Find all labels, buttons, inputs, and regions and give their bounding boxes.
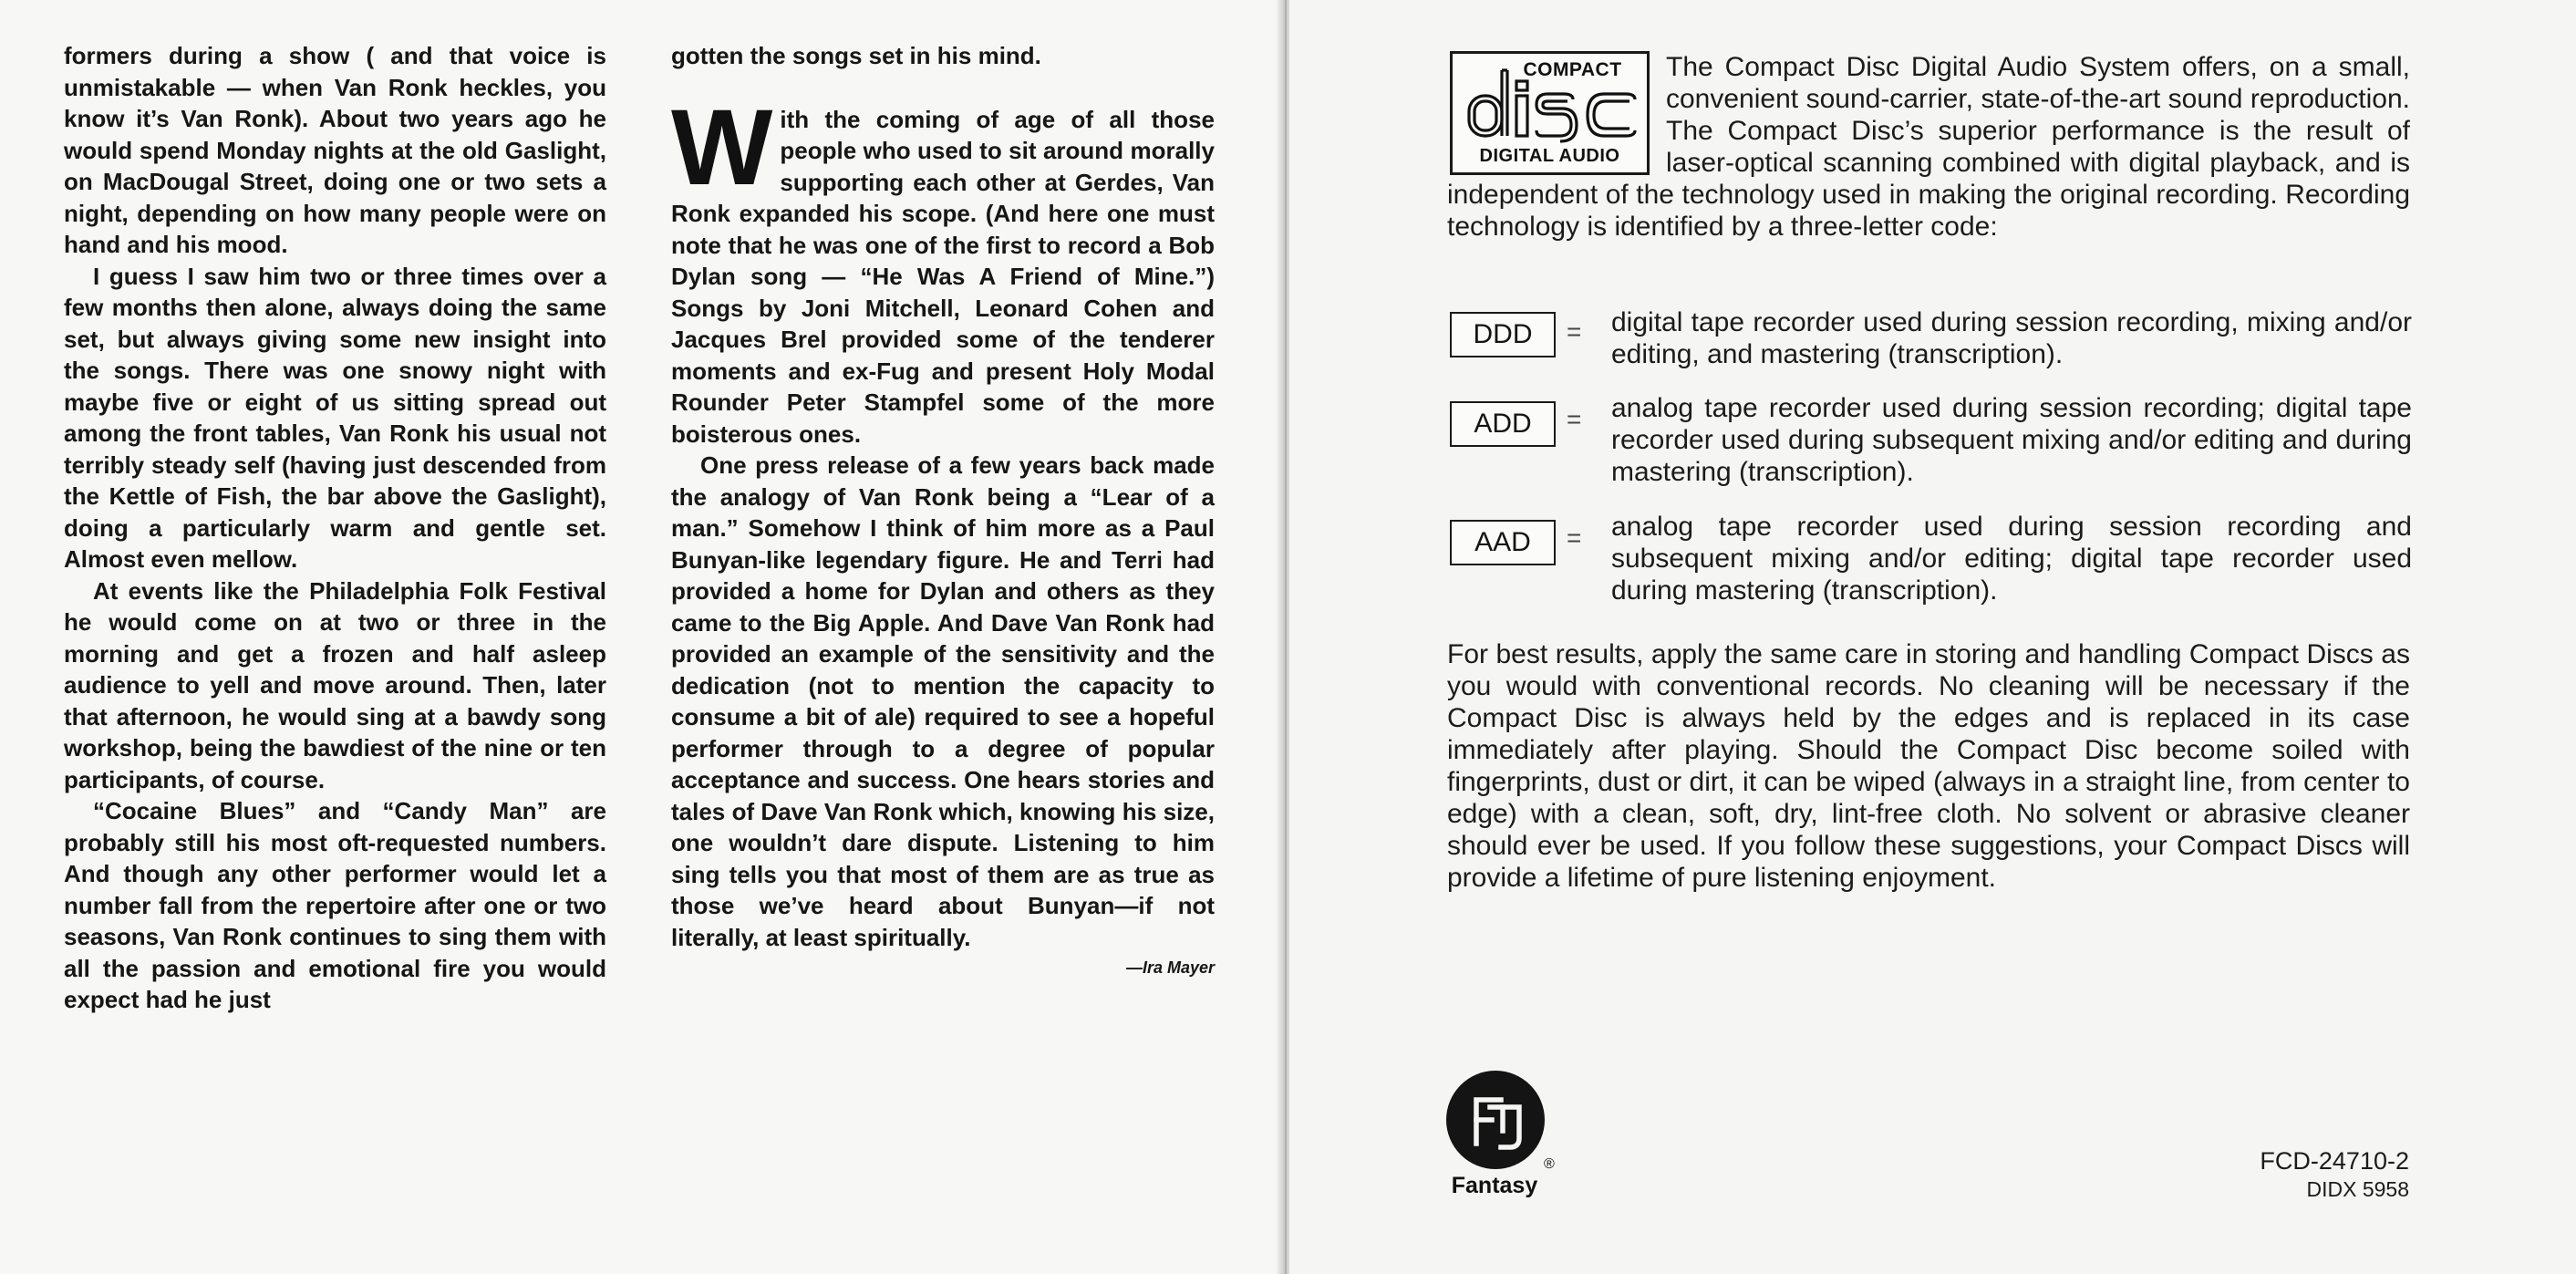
- paragraph: I guess I saw him two or three times over a few months then alone, always doing the same set, but always giving some new insight into the songs. There was one snowy night with maybe five or eight of us sitting spread out among the front tables, Van Ronk his usual not terribly steady self (having just descended from the Kettle of Fish, the bar above the Gaslight), doing a particularly warm and gentle set. Almost even mellow.: [64, 262, 606, 573]
- logo-bottom-text: DIGITAL AUDIO: [1479, 146, 1620, 166]
- compact-disc-logo: [1450, 51, 1650, 175]
- liner-notes-column-2: [671, 40, 1215, 979]
- intro-text: The Compact Disc Digital Audio System offers, on a small, convenient sound-carrier, state-of-the-art sound reproduction. The Compact Disc’s superior performance is the result of laser-optical scanning combined with digital playback, and is independent of the technology used in making the original recording. Recording technology is identified by a three-letter code:: [1447, 52, 2410, 242]
- didx-number: DIDX 5958: [2306, 1177, 2409, 1201]
- left-page: [0, 0, 1287, 1274]
- dropcap-paragraph: [671, 87, 1215, 451]
- paragraph-text: ith the coming of age of all those people who used to sit around morally supporting each other at Gerdes, Van Ronk expanded his scope. (And here one must note that he was one of the first to record a Bob Dylan song — “He Was A Friend of Mine.”) Songs by Joni Mitchell, Leonard Cohen and Jacques Brel provided some of the tenderer moments and ex-Fug and present Holy Modal Rounder Peter Stampfel some of the more boisterous ones.: [671, 105, 1215, 448]
- code-description: analog tape recorder used during session recording; digital tape recorder used during subsequent mixing and/or editing and during mastering (transcription).: [1611, 393, 2412, 487]
- fantasy-records-logo: [1443, 1071, 1553, 1198]
- author-signature: —Ira Mayer: [1125, 958, 1215, 977]
- paragraph: At events like the Philadelphia Folk Festival he would come on at two or three in the morning and get a frozen and half asleep audience to yell and move around. Then, later that afternoon, he would sing at a bawdy song workshop, being the bawdiest of the nine or ten participants, of course.: [64, 576, 606, 793]
- label-name: Fantasy: [1451, 1173, 1538, 1198]
- paragraph: “Cocaine Blues” and “Candy Man” are probably still his most oft-requested numbers. And though any other performer would let a number fall from the repertoire after one or two seasons, Van Ronk continues to sing them with all the passion and emotional fire you would expect had he just: [64, 797, 606, 1013]
- registered-mark: ®: [1544, 1156, 1555, 1172]
- code-box: DDD: [1450, 312, 1556, 357]
- catalog-number: FCD-24710-2: [2260, 1147, 2409, 1175]
- equals-sign: =: [1567, 317, 1582, 346]
- liner-notes-column-1: [64, 40, 606, 1016]
- paragraph: formers during a show ( and that voice is unmistakable — when Van Ronk heckles, you know it’s Van Ronk). About two years ago he would spend Monday nights at the old Gaslight, on MacDougal Street, doing one or two sets a night, depending on how many people were on hand and his mood.: [64, 42, 606, 258]
- paragraph: gotten the songs set in his mind.: [671, 42, 1041, 69]
- code-box: ADD: [1450, 401, 1556, 447]
- code-box: AAD: [1450, 520, 1556, 565]
- code-description: digital tape recorder used during session recording, mixing and/or editing, and mastering (transcription).: [1611, 307, 2412, 369]
- catalog-numbers: [2260, 1147, 2409, 1204]
- logo-top-text: COMPACT: [1523, 59, 1622, 80]
- disc-wordmark-icon: [1465, 61, 1640, 143]
- drop-cap: W: [671, 87, 773, 208]
- paragraph: One press release of a few years back made the analogy of Van Ronk being a “Lear of a man.” Somehow I think of him more as a Paul Bunyan-like legendary figure. He and Terri had provided a home for Dylan and others as they came to the Big Apple. And Dave Van Ronk had provided an example of the sensitivity and the dedication (not to mention the capacity to consume a bit of ale) required to see a hopeful performer through to a degree of popular acceptance and success. One hears stories and tales of Dave Van Ronk which, knowing his size, one wouldn’t dare dispute. Listening to him sing tells you that most of them are as true as those we’ve heard about Bunyan—if not literally, at least spiritually.: [671, 451, 1215, 951]
- equals-sign: =: [1567, 405, 1582, 433]
- equals-sign: =: [1567, 523, 1582, 552]
- care-instructions: For best results, apply the same care in storing and handling Compact Discs as you would with conventional records. No cleaning will be necessary if the Compact Disc is always held by the edges and is replaced in its case immediately after playing. Should the Compact Disc become soiled with fingerprints, dust or dirt, it can be wiped (always in a straight line, from center to edge) with a clean, soft, dry, lint-free cloth. No solvent or abrasive cleaner should ever be used. If you follow these suggestions, your Compact Discs will provide a lifetime of pure listening enjoyment.: [1447, 639, 2410, 893]
- fantasy-logo-icon: [1446, 1071, 1545, 1169]
- code-description: analog tape recorder used during session recording and subsequent mixing and/or editing; digital tape recorder used during mastering (transcription).: [1611, 512, 2412, 606]
